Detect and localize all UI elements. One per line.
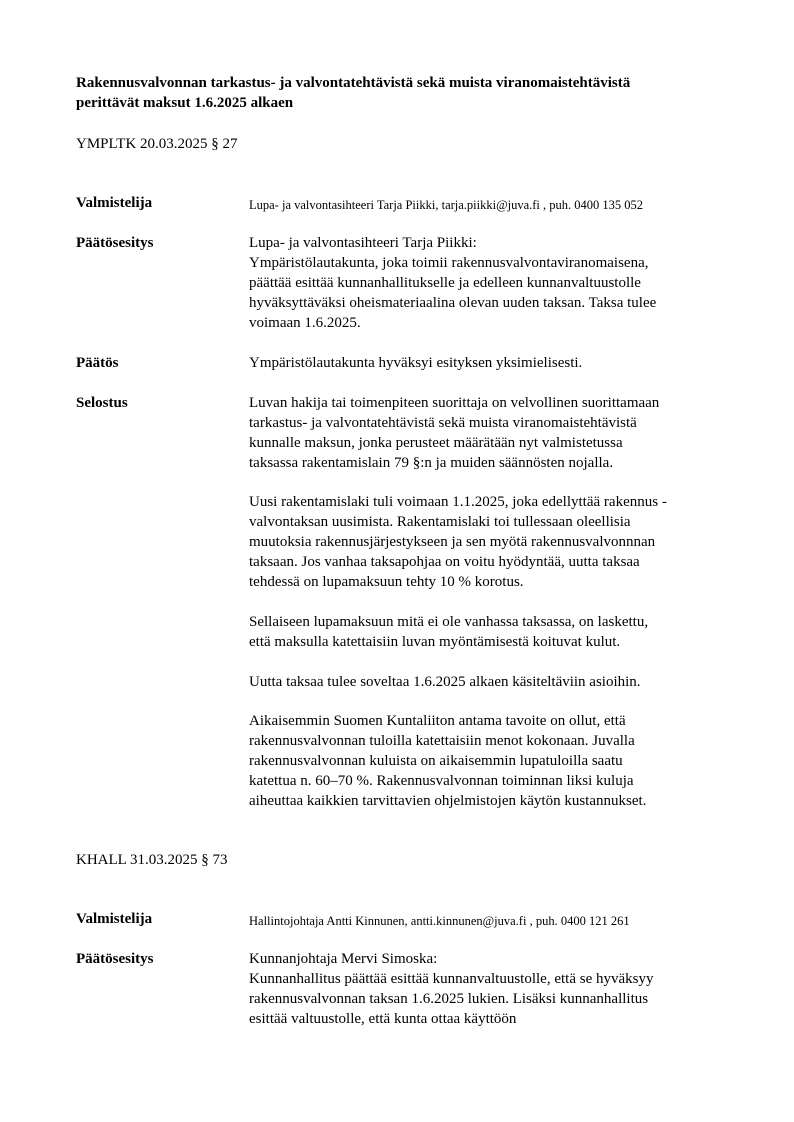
meeting-reference: YMPLTK 20.03.2025 § 27 [76, 136, 238, 152]
text-line: että maksulla katettaisiin luvan myöntämisestä koituvat kulut. [249, 634, 621, 650]
text-line: Ympäristölautakunta, joka toimii rakennusvalvontaviranomaisena, [249, 255, 649, 271]
text-line: Aikaisemmin Suomen Kuntaliiton antama tavoite on ollut, että [249, 713, 626, 729]
text-line: Kunnanhallitus päättää esittää kunnanvaltuustolle, että se hyväksyy [249, 971, 654, 987]
paatosesitys-label: Päätösesitys [76, 951, 154, 967]
text-line: tarkastus- ja valvontatehtävistä sekä muista viranomaistehtävistä [249, 415, 637, 431]
text-line: rakennusvalvonnan kuluista on aikaisemmin lupatuloilla saatu [249, 753, 623, 769]
title-line: perittävät maksut 1.6.2025 alkaen [76, 95, 294, 111]
paatosesitys-text [249, 949, 739, 1029]
text-line: tehdessä on lupamaksuun tehty 10 % korotus. [249, 574, 524, 590]
selostus-paragraph [249, 393, 739, 473]
meeting-reference: KHALL 31.03.2025 § 73 [76, 852, 228, 868]
text-line: Ympäristölautakunta hyväksyi esityksen yksimielisesti. [249, 355, 583, 371]
paatosesitys-text [249, 233, 739, 333]
text-line: hyväksyttäväksi oheismateriaalina olevan uuden taksan. Taksa tulee [249, 295, 657, 311]
text-line: muutoksia rakennusjärjestykseen ja sen myötä rakennusvalvonnnan [249, 534, 656, 550]
paatos-text [249, 353, 739, 373]
paatos-label: Päätös [76, 355, 119, 371]
text-line: Kunnanjohtaja Mervi Simoska: [249, 951, 438, 967]
selostus-paragraph [249, 612, 739, 652]
selostus-paragraph [249, 711, 739, 811]
text-line: esittää valtuustolle, että kunta ottaa käyttöön [249, 1011, 517, 1027]
document-title [76, 73, 756, 113]
selostus-paragraph [249, 492, 739, 592]
text-line: rakennusvalvonnan tuloilla katettaisiin menot kokonaan. Juvalla [249, 733, 635, 749]
text-line: valvontaksan uusimista. Rakentamislaki toi tullessaan oleellisia [249, 514, 631, 530]
valmistelija-text: Hallintojohtaja Antti Kinnunen, antti.kinnunen@juva.fi , puh. 0400 121 261 [249, 914, 630, 928]
text-line: Uutta taksaa tulee soveltaa 1.6.2025 alkaen käsiteltäviin asioihin. [249, 674, 641, 690]
valmistelija-label: Valmistelija [76, 911, 153, 927]
selostus-paragraph [249, 672, 739, 692]
text-line: Lupa- ja valvontasihteeri Tarja Piikki: [249, 235, 477, 251]
text-line: katettua n. 60–70 %. Rakennusvalvonnan toiminnan liksi kuluja [249, 773, 634, 789]
text-line: Uusi rakentamislaki tuli voimaan 1.1.2025, joka edellyttää rakennus - [249, 494, 667, 510]
text-line: taksaan. Jos vanhaa taksapohjaa on voitu hyödyntää, uutta taksaa [249, 554, 640, 570]
paatosesitys-label: Päätösesitys [76, 235, 154, 251]
selostus-label: Selostus [76, 395, 128, 411]
text-line: taksassa rakentamislain 79 §:n ja muiden säännösten nojalla. [249, 455, 614, 471]
valmistelija-label: Valmistelija [76, 195, 153, 211]
valmistelija-text: Lupa- ja valvontasihteeri Tarja Piikki, tarja.piikki@juva.fi , puh. 0400 135 052 [249, 198, 644, 212]
text-line: Luvan hakija tai toimenpiteen suorittaja on velvollinen suorittamaan [249, 395, 660, 411]
text-line: kunnalle maksun, jonka perusteet määrätään nyt valmistetussa [249, 435, 623, 451]
text-line: voimaan 1.6.2025. [249, 315, 361, 331]
text-line: päättää esittää kunnanhallitukselle ja edelleen kunnanvaltuustolle [249, 275, 641, 291]
text-line: rakennusvalvonnan taksan 1.6.2025 lukien. Lisäksi kunnanhallitus [249, 991, 649, 1007]
title-line: Rakennusvalvonnan tarkastus- ja valvontatehtävistä sekä muista viranomaistehtävistä [76, 75, 631, 91]
text-line: aiheuttaa kaikkien tarvittavien ohjelmistojen käytön kustannukset. [249, 793, 647, 809]
text-line: Sellaiseen lupamaksuun mitä ei ole vanhassa taksassa, on laskettu, [249, 614, 649, 630]
